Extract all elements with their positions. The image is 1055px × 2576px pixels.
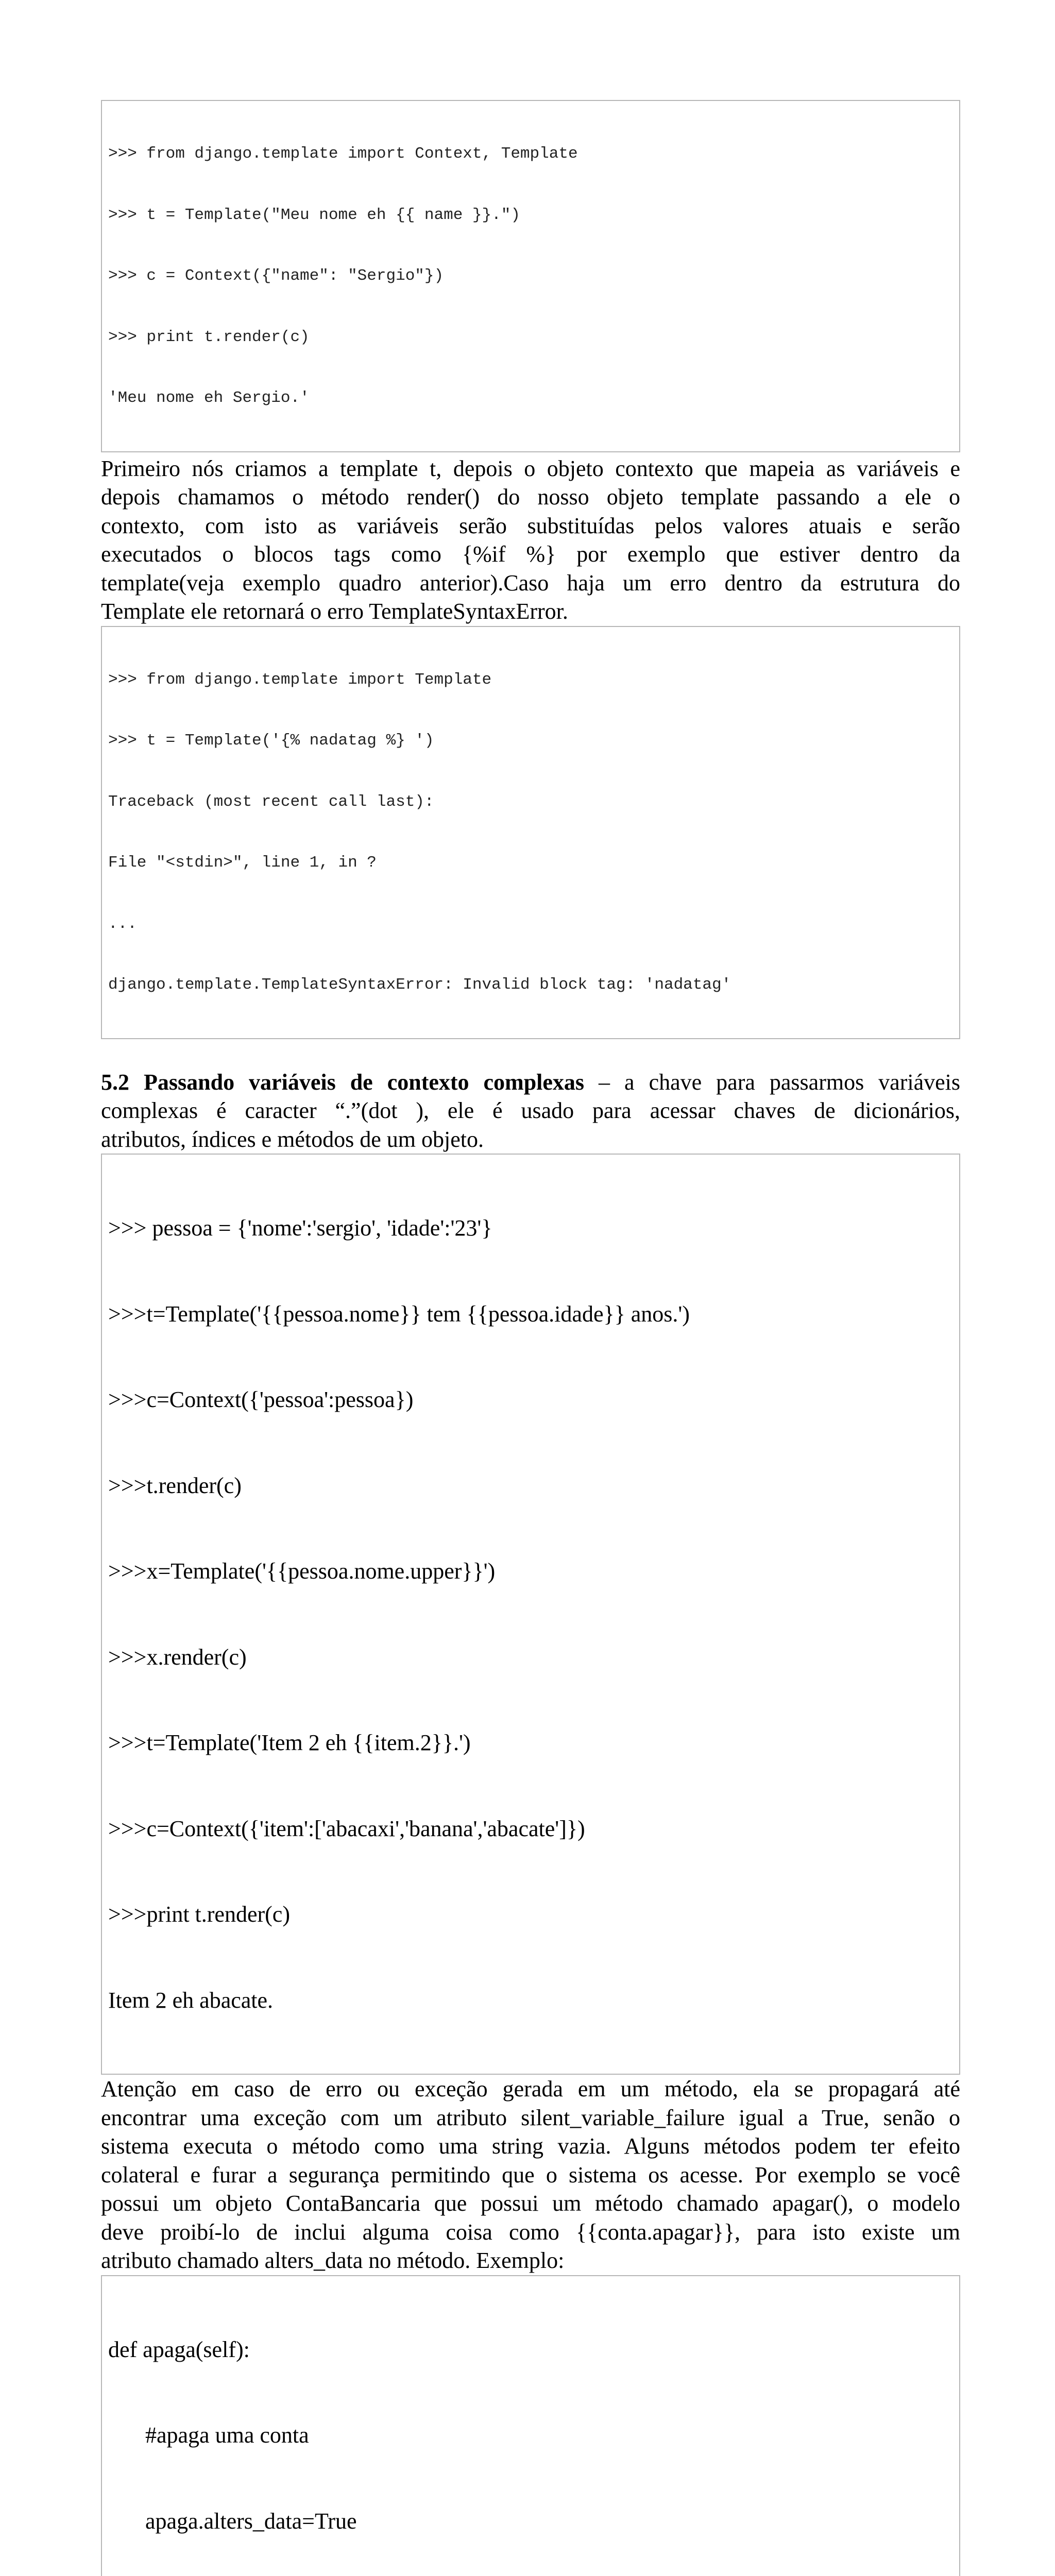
text-line: encontrar uma exceção com um atributo silent_variable_failure igual a True, senão o <box>101 2104 960 2132</box>
code-line: 'Meu nome eh Sergio.' <box>108 388 954 409</box>
code-line: >>>t=Template('Item 2 eh {{item.2}}.') <box>108 1728 954 1757</box>
code-line: >>> pessoa = {'nome':'sergio', 'idade':'23'} <box>108 1214 954 1243</box>
text-line: template(veja exemplo quadro anterior).Caso haja um erro dentro da estrutura do <box>101 569 960 598</box>
paragraph-exceptions <box>101 2075 960 2275</box>
code-line: >>> print t.render(c) <box>108 327 954 348</box>
paragraph-render-explanation <box>101 454 960 626</box>
code-line: >>>c=Context({'item':['abacaxi','banana','abacate']}) <box>108 1815 954 1843</box>
code-line: >>> t = Template('{% nadatag %} ') <box>108 731 954 751</box>
code-line: File "<stdin>", line 1, in ? <box>108 853 954 873</box>
text-line: Primeiro nós criamos a template t, depois o objeto contexto que mapeia as variáveis e <box>101 454 960 483</box>
code-line: apaga.alters_data=True <box>108 2507 954 2536</box>
code-block-syntax-error <box>101 626 960 1039</box>
code-line: def apaga(self): <box>108 2335 954 2364</box>
code-line: >>>x=Template('{{pessoa.nome.upper}}') <box>108 1557 954 1586</box>
section-5-2 <box>101 1068 960 1154</box>
text-line: atributos, índices e métodos de um objeto. <box>101 1125 960 1154</box>
code-line: >>>t=Template('{{pessoa.nome}} tem {{pessoa.idade}} anos.') <box>108 1300 954 1329</box>
spacer <box>101 1039 960 1068</box>
section-heading: 5.2 Passando variáveis de contexto complexas <box>101 1070 584 1095</box>
section-heading-rest: – a chave para passarmos variáveis <box>584 1070 960 1095</box>
code-line: Traceback (most recent call last): <box>108 792 954 812</box>
text-line: depois chamamos o método render() do nosso objeto template passando a ele o <box>101 483 960 512</box>
code-line: >>> from django.template import Context, Template <box>108 144 954 164</box>
code-line: >>> from django.template import Template <box>108 670 954 690</box>
code-line: >>> t = Template("Meu nome eh {{ name }}.") <box>108 205 954 226</box>
code-line: #apaga uma conta <box>108 2421 954 2450</box>
code-line: >>> c = Context({"name": "Sergio"}) <box>108 266 954 286</box>
section-heading-line <box>101 1068 960 1097</box>
code-line: django.template.TemplateSyntaxError: Invalid block tag: 'nadatag' <box>108 975 954 995</box>
code-block-alters-data <box>101 2275 960 2576</box>
code-line: >>>t.render(c) <box>108 1471 954 1500</box>
text-line: executados o blocos tags como {%if %} por exemplo que estiver dentro da <box>101 540 960 569</box>
text-line: possui um objeto ContaBancaria que possui um método chamado apagar(), o modelo <box>101 2189 960 2218</box>
code-line: Item 2 eh abacate. <box>108 1986 954 2015</box>
code-line: ... <box>108 914 954 935</box>
text-line: complexas é caracter “.”(dot ), ele é usado para acessar chaves de dicionários, <box>101 1096 960 1125</box>
text-line: atributo chamado alters_data no método. Exemplo: <box>101 2246 960 2275</box>
text-line: sistema executa o método como uma string vazia. Alguns métodos podem ter efeito <box>101 2132 960 2161</box>
code-line: >>>x.render(c) <box>108 1643 954 1672</box>
text-line: colateral e furar a segurança permitindo que o sistema os acesse. Por exemplo se você <box>101 2161 960 2190</box>
text-line: Template ele retornará o erro TemplateSyntaxError. <box>101 597 960 626</box>
code-line: >>>print t.render(c) <box>108 1900 954 1929</box>
text-line: deve proibí-lo de inclui alguma coisa como {{conta.apagar}}, para isto existe um <box>101 2218 960 2247</box>
code-block-context-example <box>101 100 960 452</box>
code-line: >>>c=Context({'pessoa':pessoa}) <box>108 1385 954 1414</box>
code-block-complex-variables <box>101 1154 960 2075</box>
document-page <box>101 100 960 2576</box>
text-line: contexto, com isto as variáveis serão substituídas pelos valores atuais e serão <box>101 512 960 540</box>
text-line: Atenção em caso de erro ou exceção gerada em um método, ela se propagará até <box>101 2075 960 2104</box>
